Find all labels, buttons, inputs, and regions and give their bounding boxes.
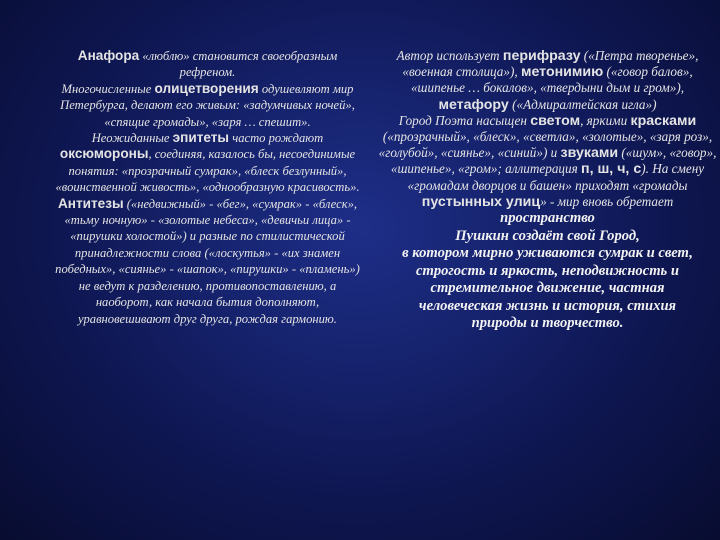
conclusion-line-7: природы и творчество. [471, 315, 624, 332]
colors-term: красками [630, 112, 697, 129]
conclusion-line-3: в котором мирно уживаются сумрак и свет, [402, 245, 693, 262]
metaphor-text: («Адмиралтейская игла») [508, 96, 657, 112]
metonymy-mid: («говор балов», «шипенье … бокалов», «твердыни дым и гром»), [410, 64, 693, 96]
personification-text: одушевляют мир Петербурга, делают его живым: «задумчивых ночей», «спящие громады», «заря … спешит». [60, 81, 355, 129]
periphrasis-pre: Автор использует [396, 48, 503, 63]
metonymy-term: метонимию [520, 64, 604, 81]
light-mid: , яркими [580, 112, 631, 128]
personification-pre: Многочисленные [61, 81, 155, 96]
left-column [50, 48, 365, 327]
anaphora-text: «люблю» становится своеобразным рефреном. [139, 49, 338, 80]
sounds-term: звуками [560, 145, 619, 162]
conclusion-line-1: пространство [500, 210, 595, 227]
epithets-mid: часто рождают [229, 131, 324, 146]
alliteration-mid: ). На смену «громадам дворцов и башен» приходят «громады [407, 161, 705, 193]
alliteration-letters: п, ш, ч, с [581, 161, 642, 178]
light-text: » - мир вновь обретает [540, 193, 674, 209]
epithets-term: эпитеты [172, 130, 230, 146]
epithets-text: , соединяя, казалось бы, несоединимые понятия: «прозрачный сумрак», «блеск безлунный», «воинственной живость», «однообразную красивость». [55, 147, 360, 195]
light-term: светом [530, 112, 581, 129]
anaphora-term: Анафора [77, 48, 140, 63]
anaphora-paragraph [50, 48, 365, 81]
epithets-pre: Неожиданные [91, 131, 173, 146]
periphrasis-mid: («Петра творенье», «военная столица»), [402, 48, 699, 80]
oxymoron-term: оксюмороны [59, 146, 149, 162]
conclusion-line-6: человеческая жизнь и история, стихия [418, 297, 677, 314]
conclusion-line-4: строгость и яркость, неподвижность и [415, 262, 679, 279]
periphrasis-paragraph [375, 48, 720, 113]
personification-term: олицетворения [154, 80, 259, 96]
personification-paragraph [50, 81, 365, 130]
antithesis-text: («недвижный» - «бег», «сумрак» - «блеск», «тьму ночную» - «золотые небеса», «девичьи лица» - «пирушки холостой») и разные по стилистической принадлежности слова («лоскутья» - «их знамен победных», «сиянье» - «шапок», «пирушки» - «пламень») не ведут к разделению, противопоставлению, а наоборот, как начала бытия дополняют, уравновешивают друг друга, рождая гармонию. [55, 196, 360, 326]
antithesis-paragraph [50, 196, 365, 327]
periphrasis-term: перифразу [502, 48, 581, 64]
conclusion-line-2: Пушкин создаёт свой Город, [455, 227, 640, 244]
right-column [375, 48, 720, 333]
light-pre: Город Поэта насыщен [398, 112, 531, 128]
light-paragraph [375, 113, 720, 210]
epithets-paragraph [50, 130, 365, 196]
empty-streets-term: пустынных улиц [421, 193, 541, 210]
colors-mid: («прозрачный», «блеск», «светла», «золотые», «заря роз», «голубой», «сиянье», «синий») и [378, 129, 713, 161]
sounds-mid: («шум», «говор», «шипенье», «гром»; аллитерация [390, 145, 717, 177]
metaphor-term: метафору [438, 96, 509, 113]
antithesis-term: Антитезы [57, 195, 124, 211]
conclusion-line-5: стремительное движение, частная [430, 280, 665, 297]
